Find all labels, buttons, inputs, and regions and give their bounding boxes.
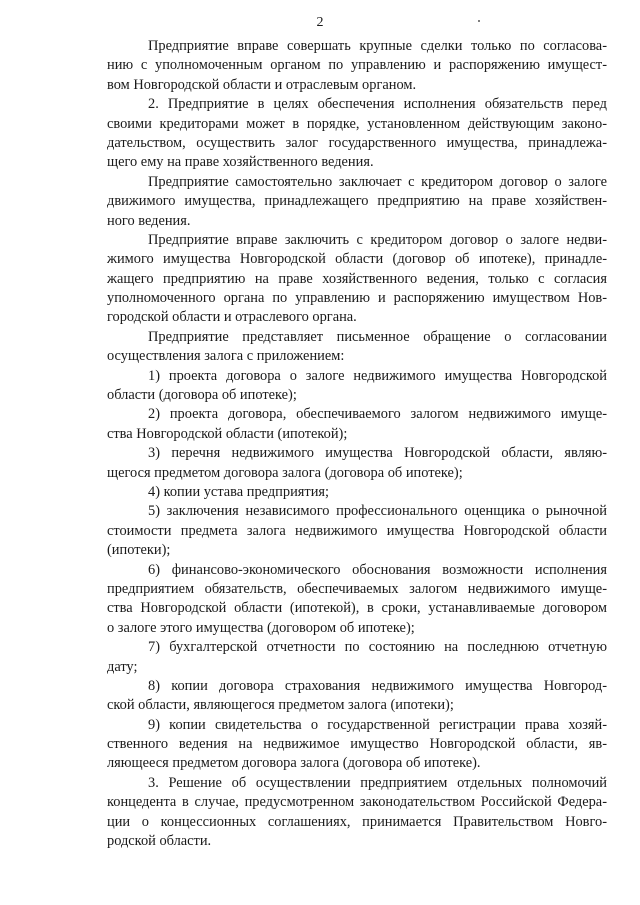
text-line: 3) перечня недвижимого имущества Новгородской области, являю- (148, 445, 607, 462)
text-line: стоимости предмета залога недвижимого имущества Новгородской области (107, 522, 607, 539)
text-line: ного ведения. (107, 212, 191, 229)
text-line: 4) копии устава предприятия; (148, 483, 330, 500)
text-line: своими кредиторами может в порядке, установленном действующим законо- (107, 115, 607, 132)
scan-speck (478, 20, 480, 22)
page-number: 2 (316, 15, 324, 30)
text-line: Предприятие представляет письменное обращение о согласовании (148, 328, 607, 345)
text-line: ции о концессионных соглашениях, принимается Правительством Новго- (107, 813, 607, 830)
text-line: вом Новгородской области и отраслевым органом. (107, 76, 417, 93)
text-line: 8) копии договора страхования недвижимого имущества Новгород- (148, 677, 607, 694)
text-line: жащего предприятию на праве хозяйственного ведения, только с согласия (107, 270, 607, 287)
text-line: концедента в случае, предусмотренном законодательством Российской Федера- (107, 794, 607, 811)
text-line: 5) заключения независимого профессионального оценщика о рыночной (148, 503, 607, 520)
text-line: осуществления залога с приложением: (107, 348, 345, 365)
text-line: 3. Решение об осуществлении предприятием отдельных полномочий (148, 774, 607, 791)
text-line: жимого имущества Новгородской области (договор об ипотеке), принадле- (107, 251, 607, 268)
text-line: 9) копии свидетельства о государственной регистрации права хозяй- (148, 716, 607, 733)
text-line: родской области. (107, 833, 212, 850)
text-line: 6) финансово-экономического обоснования возможности исполнения (148, 561, 607, 578)
text-line: щегося предметом договора залога (договора об ипотеке); (107, 464, 463, 481)
text-line: Предприятие самостоятельно заключает с кредитором договор о залоге (148, 173, 607, 190)
text-line: 2) проекта договора, обеспечиваемого залогом недвижимого имуще- (148, 406, 607, 423)
text-line: городской области и отраслевого органа. (107, 309, 357, 326)
text-line: нию с уполномоченным органом по управлению и распоряжению имущест- (107, 57, 607, 74)
document-body (107, 37, 607, 851)
text-line: области (договора об ипотеке); (107, 387, 297, 404)
text-line: 2. Предприятие в целях обеспечения исполнения обязательств перед (148, 96, 607, 113)
text-line: движимого имущества, принадлежащего предприятию на праве хозяйствен- (107, 193, 607, 210)
text-line: ской области, являющегося предметом залога (ипотеки); (107, 697, 454, 714)
text-line: Предприятие вправе совершать крупные сделки только по согласова- (148, 38, 607, 54)
text-line: ства Новгородской области (ипотекой); (107, 425, 348, 442)
text-line: ляющееся предметом договора залога (договора об ипотеке). (107, 755, 481, 772)
text-line: 1) проекта договора о залоге недвижимого имущества Новгородской (148, 367, 607, 384)
text-line: дательством, осуществить залог государственного имущества, принадлежа- (107, 134, 607, 151)
text-line: предприятием обязательств, обеспечиваемых залогом недвижимого имуще- (107, 580, 607, 597)
text-line: Предприятие вправе заключить с кредитором договор о залоге недви- (148, 231, 607, 248)
text-line: 7) бухгалтерской отчетности по состоянию на последнюю отчетную (148, 639, 607, 656)
text-line: уполномоченного органа по управлению и распоряжению имуществом Нов- (107, 290, 607, 307)
text-line: щего ему на праве хозяйственного ведения. (107, 154, 374, 171)
text-line: дату; (107, 658, 138, 675)
text-line: (ипотеки); (107, 542, 171, 559)
text-line: ственного ведения на недвижимое имущество Новгородской области, яв- (107, 736, 607, 753)
text-line: о залоге этого имущества (договором об ипотеке); (107, 619, 415, 636)
text-line: ства Новгородской области (ипотекой), в сроки, устанавливаемые договором (107, 600, 607, 617)
